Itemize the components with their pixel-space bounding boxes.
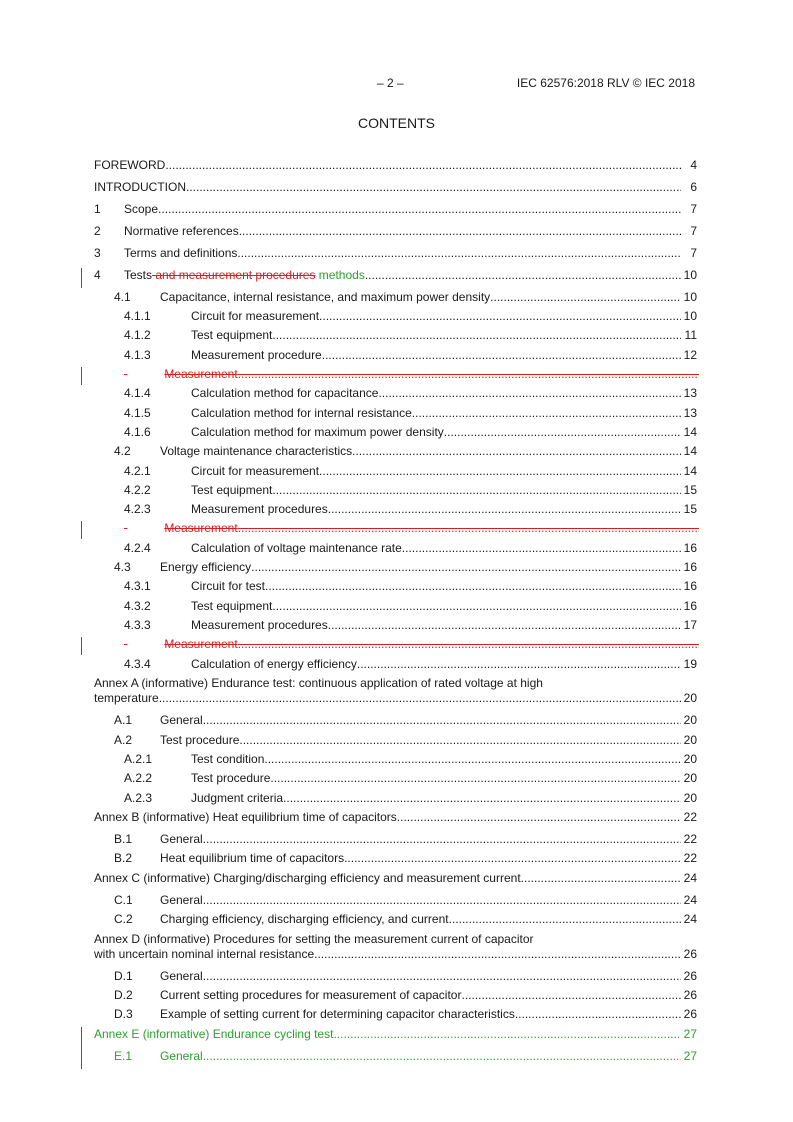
leader-dots [239,222,681,240]
leader-dots [237,244,681,262]
toc-title: General [160,1049,203,1063]
toc-entry[interactable] [0,326,793,344]
toc-entry[interactable] [0,519,793,537]
toc-title: Circuit for measurement [191,464,320,478]
toc-number: D.2 [114,988,133,1002]
toc-entry[interactable] [0,442,793,460]
leader-dots [272,326,681,344]
toc-page-number: 6 [690,180,697,194]
toc-title: Charging efficiency, discharging efficiency, and current [160,912,449,926]
toc-title: Voltage maintenance characteristics [160,444,353,458]
toc-title: Circuit for test [191,579,266,593]
toc-title: Heat equilibrium time of capacitors [160,851,345,865]
toc-title: Test equipment [191,328,273,342]
toc-number: 4.1 [114,290,131,304]
toc-entry[interactable] [0,384,793,402]
leader-dots [461,986,681,1004]
toc-entry[interactable] [0,423,793,441]
toc-number: 4.3.2 [124,599,151,613]
deleted-text: Measurement [164,521,238,535]
toc-page-number: 17 [683,618,697,632]
toc-page-number: 22 [683,832,697,846]
leader-dots [203,830,681,848]
toc-page-number: 16 [683,541,697,555]
toc-number: A.1 [114,713,133,727]
toc-entry[interactable] [0,558,793,576]
toc-number: C.1 [114,893,133,907]
toc-number: 4.2.3 [124,502,151,516]
toc-entry[interactable] [0,689,793,707]
toc-entry[interactable] [0,156,793,174]
toc-number: 4.1.4 [124,386,151,400]
toc-entry[interactable] [0,731,793,749]
toc-number: A.2.2 [124,771,153,785]
leader-dots [264,750,681,768]
toc-entry[interactable] [0,750,793,768]
toc-page-number: 24 [683,893,697,907]
toc-title: Calculation method for internal resistance [191,406,412,420]
toc-entry[interactable] [0,539,793,557]
toc-page-number: 26 [683,988,697,1002]
toc-number: 4.1.6 [124,425,151,439]
toc-page-number: 10 [683,290,697,304]
toc-title: Terms and definitions [124,246,238,260]
toc-entry[interactable] [0,616,793,634]
change-bar [81,268,82,288]
leader-dots [270,769,681,787]
toc-title: Calculation method for capacitance [191,386,379,400]
leader-dots [490,288,681,306]
toc-number: 4.3.1 [124,579,151,593]
toc-page-number: 22 [683,810,697,824]
toc-title: General [160,969,203,983]
toc-number: A.2.3 [124,791,153,805]
toc-title: temperature [94,691,159,705]
toc-title: Annex D (informative) Procedures for setting the measurement current of capacitor [94,932,534,946]
leader-dots [333,1025,681,1043]
toc-number: 2 [94,224,101,238]
leader-dots [402,539,681,557]
toc-number: 4.1.1 [124,309,151,323]
toc-title: Annex A (informative) Endurance test: continuous application of rated voltage at high [94,676,543,690]
leader-dots [344,849,681,867]
toc-title: with uncertain nominal internal resistance [94,947,315,961]
leader-dots [203,711,681,729]
toc-number: D.1 [114,969,133,983]
toc-entry[interactable] [0,655,793,673]
toc-page-number: 12 [683,348,697,362]
toc-entry[interactable] [0,365,793,383]
toc-number: 4.2.2 [124,483,151,497]
contents-title: CONTENTS [358,115,435,131]
toc-title: Test equipment [191,483,273,497]
leader-dots [186,178,681,196]
toc-page-number: 16 [683,599,697,613]
toc-entry[interactable] [0,891,793,909]
toc-page-number: 10 [683,268,697,282]
toc-page-number: 14 [683,444,697,458]
toc-number: 3 [94,246,101,260]
leader-dots [357,655,681,673]
toc-number: 4 [94,268,101,282]
toc-entry[interactable] [0,481,793,499]
leader-dots [239,731,681,749]
leader-dots [203,891,681,909]
leader-dots [272,481,681,499]
toc-title: Calculation of energy efficiency [191,657,357,671]
leader-dots [449,910,681,928]
toc-entry[interactable] [0,869,793,887]
toc-page-number: 20 [683,691,697,705]
leader-dots [158,200,681,218]
toc-number: D.3 [114,1007,133,1021]
toc-title: Calculation method for maximum power density [191,425,444,439]
leader-dots [251,558,681,576]
toc-entry[interactable] [0,1047,793,1065]
toc-page-number: 16 [683,560,697,574]
toc-entry[interactable] [0,307,793,325]
toc-title: Tests [124,268,153,282]
toc-page-number: 24 [683,871,697,885]
toc-title: Test procedure [160,733,240,747]
toc-number: C.2 [114,912,133,926]
toc-title: Scope [124,202,159,216]
toc-title: Annex B (informative) Heat equilibrium time of capacitors [94,810,397,824]
leader-dots [265,577,681,595]
change-bar [81,521,82,539]
toc-entry[interactable] [0,711,793,729]
toc-page-number: 7 [690,246,697,260]
toc-title: INTRODUCTION [94,180,186,194]
leader-dots [272,597,681,615]
toc-entry[interactable] [0,346,793,364]
toc-number: 4.1.3 [124,348,151,362]
toc-number: B.1 [114,832,133,846]
toc-number: 4.3.4 [124,657,151,671]
leader-dots [397,808,681,826]
toc-number: E.1 [114,1049,133,1063]
leader-dots [328,500,681,518]
toc-page-number: 26 [683,947,697,961]
leader-dots [238,365,699,383]
toc-entry[interactable] [0,830,793,848]
toc-entry[interactable] [0,266,793,284]
toc-page-number: 10 [683,309,697,323]
change-bar [81,367,82,385]
toc-title: Measurement procedures [191,502,328,516]
toc-entry[interactable] [0,597,793,615]
toc-entry[interactable] [0,635,793,653]
toc-number: A.2.1 [124,752,153,766]
toc-number: A.2 [114,733,133,747]
toc-entry[interactable] [0,222,793,240]
toc-title: Test procedure [191,771,271,785]
toc-title: FOREWORD [94,158,166,172]
toc-entry[interactable] [0,808,793,826]
toc-title: Energy efficiency [160,560,252,574]
leader-dots [352,442,681,460]
toc-page-number: 14 [683,464,697,478]
leader-dots [412,404,681,422]
toc-title: General [160,713,203,727]
toc-entry[interactable] [0,789,793,807]
toc-title: Annex C (informative) Charging/discharging efficiency and measurement current [94,871,521,885]
toc-title: Test equipment [191,599,273,613]
toc-page-number: 26 [683,969,697,983]
toc-entry[interactable] [0,244,793,262]
toc-entry[interactable] [0,462,793,480]
document-reference: IEC 62576:2018 RLV © IEC 2018 [516,76,695,90]
toc-page-number: 20 [683,791,697,805]
toc-entry[interactable] [0,404,793,422]
leader-dots [515,1005,681,1023]
toc-title: Judgment criteria [191,791,284,805]
toc-number: 4.1.2 [124,328,151,342]
toc-number: 4.2.1 [124,464,151,478]
leader-dots [238,519,699,537]
toc-page-number: 26 [683,1007,697,1021]
toc-page-number: 20 [683,771,697,785]
toc-title: Circuit for measurement [191,309,320,323]
toc-page-number: 24 [683,912,697,926]
inserted-text: methods [315,268,365,282]
toc-title: Capacitance, internal resistance, and maximum power density [160,290,491,304]
toc-title: Example of setting current for determining capacitor characteristics [160,1007,515,1021]
page-number: – 2 – [377,76,404,90]
toc-number: 4.1.5 [124,406,151,420]
deleted-text: and measurement procedures [152,268,316,282]
leader-dots [444,423,681,441]
toc-entry[interactable] [0,967,793,985]
leader-dots [322,346,681,364]
leader-dots [159,689,681,707]
toc-number: B.2 [114,851,133,865]
toc-entry[interactable] [0,200,793,218]
toc-page-number: 7 [690,202,697,216]
leader-dots [238,635,699,653]
leader-dots [165,156,681,174]
toc-entry[interactable] [0,288,793,306]
toc-page-number: 20 [683,713,697,727]
toc-entry[interactable] [0,945,793,963]
toc-title: Measurement procedure [191,348,322,362]
toc-entry[interactable] [0,910,793,928]
toc-page-number: 19 [683,657,697,671]
toc-page-number: 20 [683,752,697,766]
leader-dots [365,266,681,284]
toc-number: 4.3 [114,560,131,574]
toc-number: 4.3.3 [124,618,151,632]
toc-page-number: 14 [683,425,697,439]
deleted-text: Measurement [164,367,238,381]
toc-entry[interactable] [0,500,793,518]
change-bar [81,1027,82,1069]
toc-page-number: 16 [683,579,697,593]
leader-dots [314,945,681,963]
toc-entry[interactable] [0,1025,793,1043]
change-bar [81,637,82,655]
toc-entry[interactable] [0,986,793,1004]
toc-title: Annex E (informative) Endurance cycling test [94,1027,334,1041]
toc-entry[interactable] [0,769,793,787]
toc-title: Current setting procedures for measurement of capacitor [160,988,462,1002]
toc-page-number: 4 [690,158,697,172]
toc-page-number: 7 [690,224,697,238]
leader-dots [319,307,681,325]
toc-entry[interactable] [0,577,793,595]
toc-title: Normative references [124,224,239,238]
toc-title: Calculation of voltage maintenance rate [191,541,402,555]
toc-page-number: 22 [683,851,697,865]
toc-page-number: 15 [683,502,697,516]
toc-page-number: 27 [683,1027,697,1041]
toc-page-number: 11 [684,328,697,342]
toc-entry[interactable] [0,178,793,196]
toc-page-number: 13 [683,406,697,420]
leader-dots [203,967,681,985]
leader-dots [328,616,681,634]
toc-page-number: 20 [683,733,697,747]
toc-title: General [160,832,203,846]
toc-title: Measurement procedures [191,618,328,632]
toc-page-number: 15 [683,483,697,497]
toc-title: Test condition [191,752,265,766]
leader-dots [319,462,681,480]
leader-dots [283,789,681,807]
toc-entry[interactable] [0,1005,793,1023]
toc-number: 4.2.4 [124,541,151,555]
toc-title: General [160,893,203,907]
leader-dots [521,869,681,887]
leader-dots [203,1047,681,1065]
toc-page-number: 27 [683,1049,697,1063]
toc-page-number: 13 [683,386,697,400]
toc-entry[interactable] [0,849,793,867]
leader-dots [378,384,681,402]
toc-number: 1 [94,202,101,216]
toc-number: 4.2 [114,444,131,458]
deleted-text: Measurement [164,637,238,651]
